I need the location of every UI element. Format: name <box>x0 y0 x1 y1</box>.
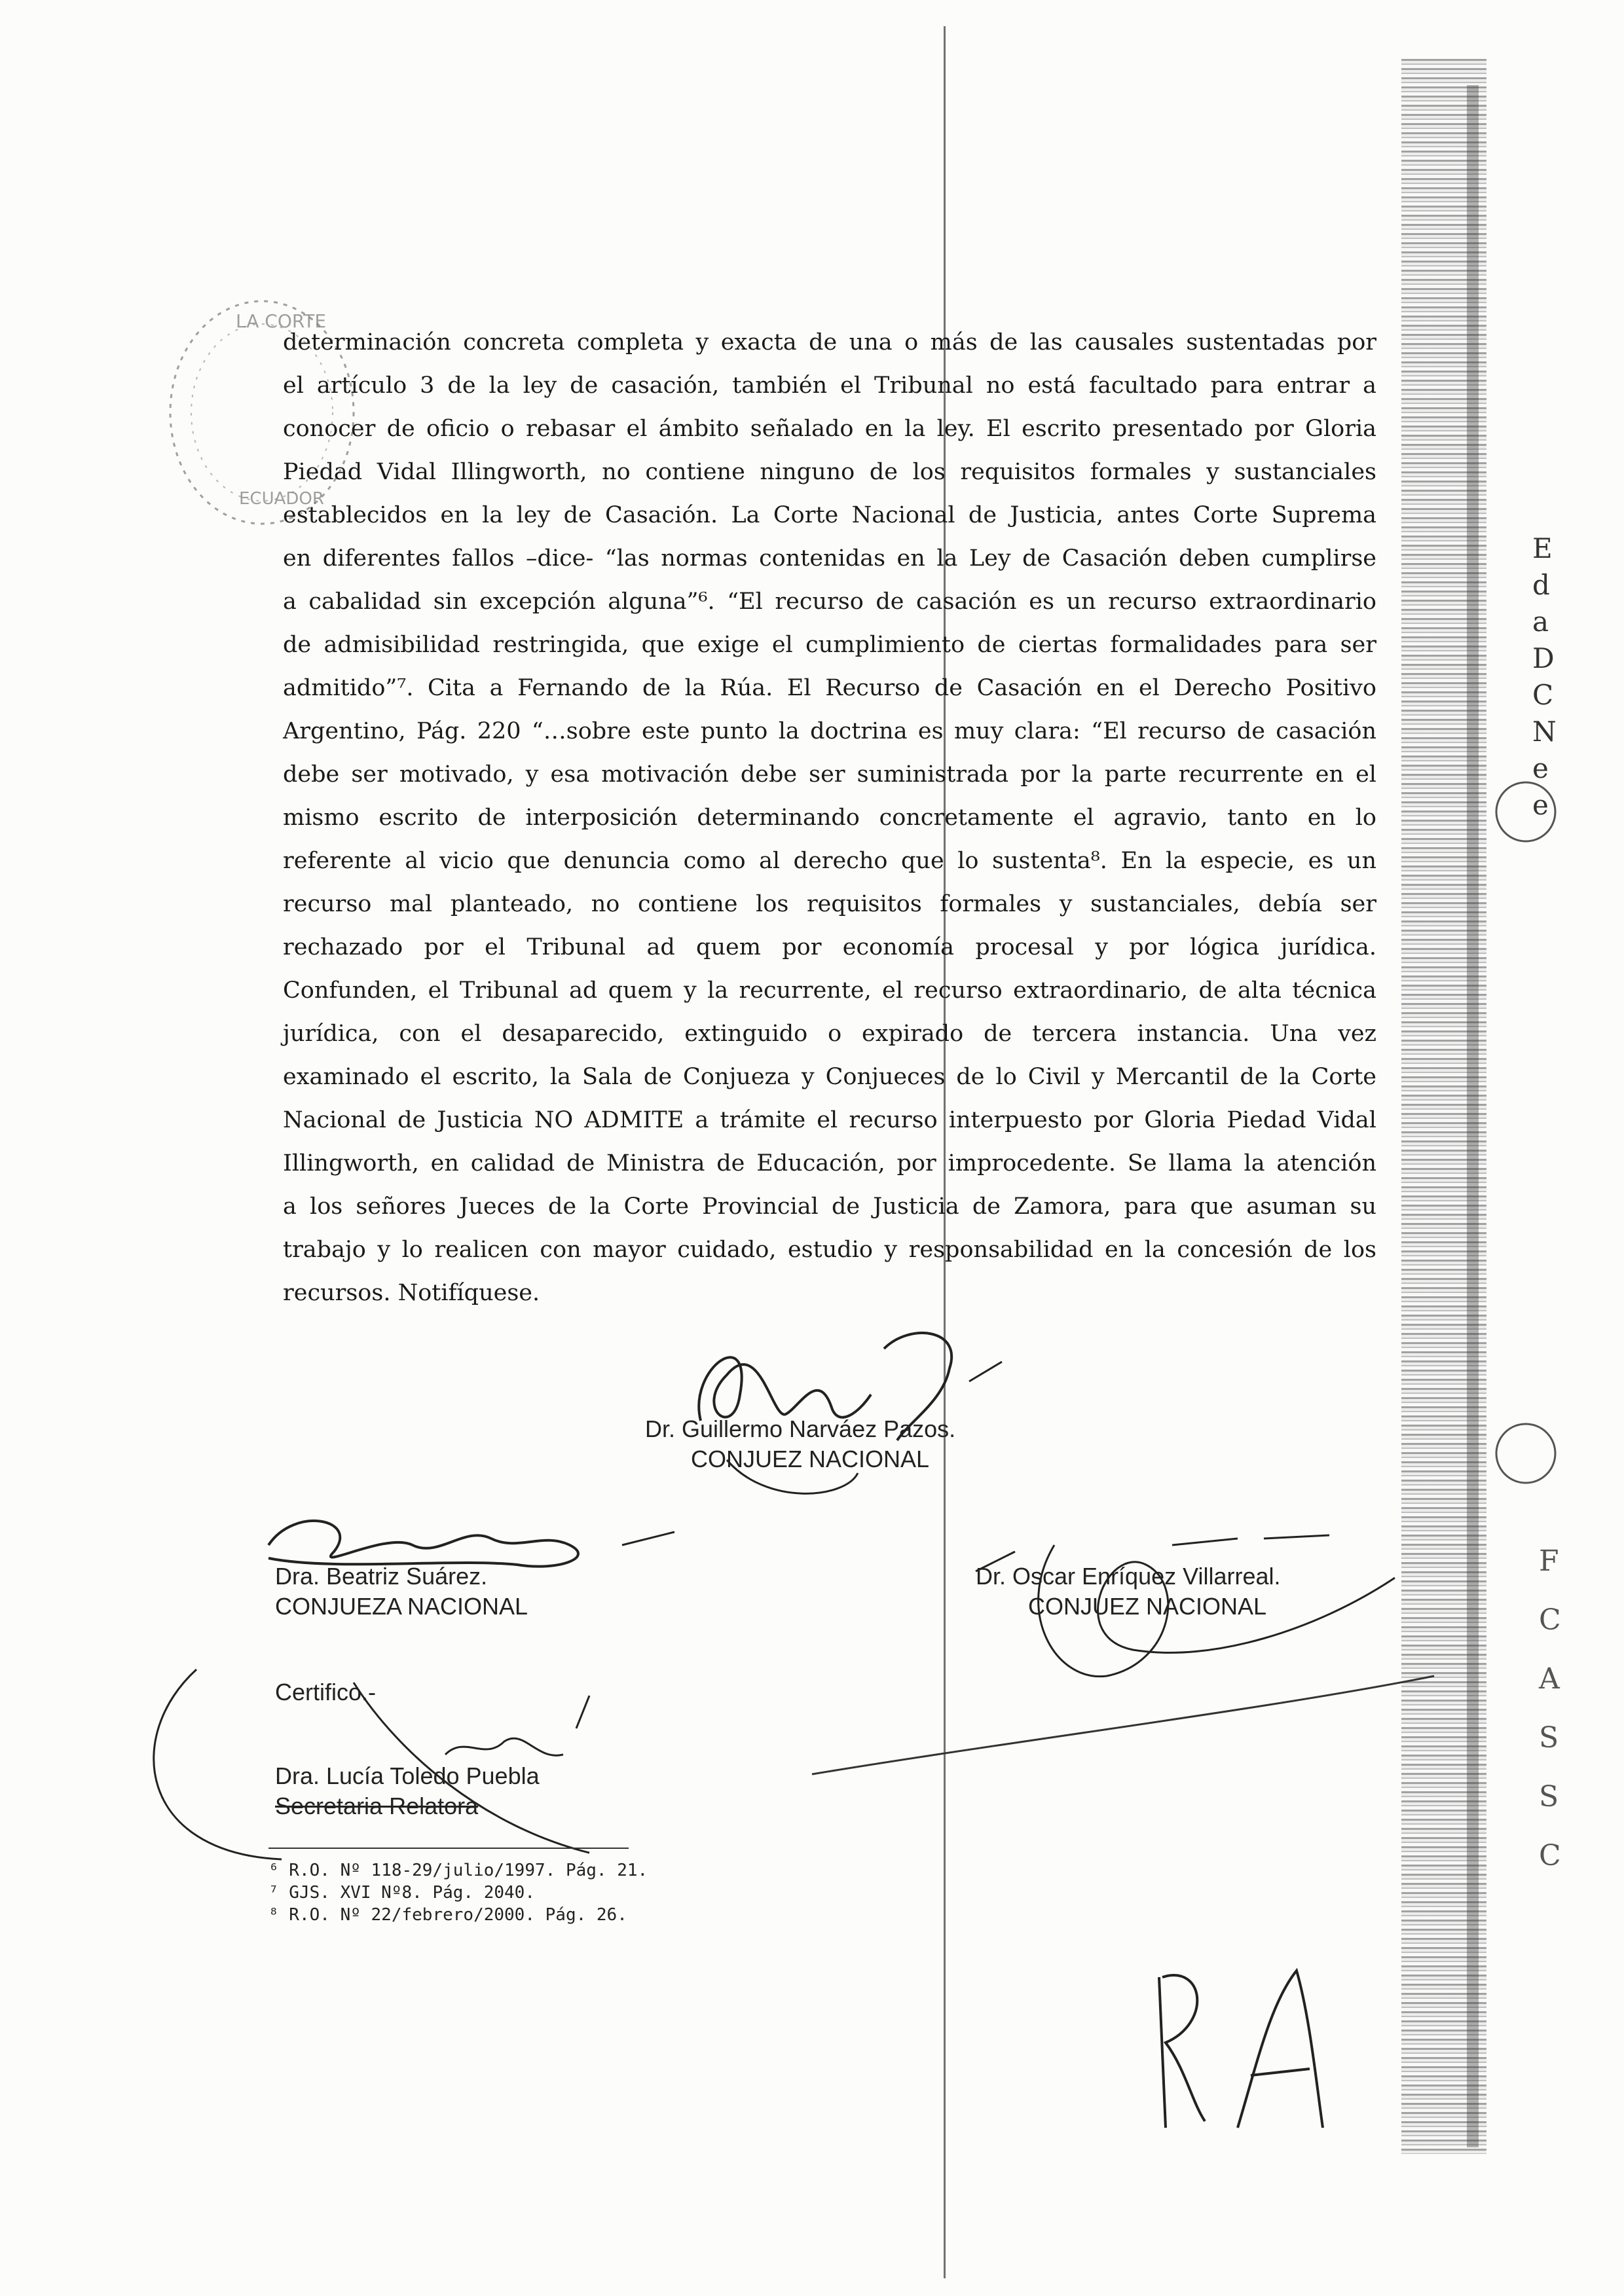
text-line: rechazado por el Tribunal ad quem por economía procesal y por lógica jurídica. <box>283 934 1376 960</box>
handwritten-initials <box>1146 1951 1342 2147</box>
footnote: ⁶ R.O. Nº 118-29/julio/1997. Pág. 21. <box>268 1861 648 1880</box>
text-line: establecidos en la ley de Casación. La Corte Nacional de Justicia, antes Corte Suprema <box>283 502 1376 528</box>
text-line: recurso mal planteado, no contiene los requisitos formales y sustanciales, debía ser <box>283 891 1376 917</box>
text-line: de admisibilidad restringida, que exige el cumplimiento de ciertas formalidades para ser <box>283 632 1376 658</box>
certification-label: Certifico.- <box>275 1679 377 1705</box>
edge-letter: e <box>1532 752 1549 784</box>
resolution-text <box>283 321 1376 1315</box>
signatory-name: Dra. Beatriz Suárez. <box>275 1563 488 1590</box>
edge-letter: S <box>1539 1721 1559 1755</box>
edge-letter: C <box>1532 679 1554 711</box>
signatory-toledo <box>275 1761 540 1821</box>
text-line: el artículo 3 de la ley de casación, también el Tribunal no está facultado para entrar a <box>283 373 1376 399</box>
signatory-name: Dr. Guillermo Narváez Pazos. <box>645 1415 956 1442</box>
text-line: admitido”⁷. Cita a Fernando de la Rúa. El Recurso de Casación en el Derecho Positivo <box>283 675 1376 701</box>
signatory-narvaez <box>645 1414 955 1474</box>
edge-letter: F <box>1539 1544 1559 1578</box>
text-line: jurídica, con el desaparecido, extinguido o expirado de tercera instancia. Una vez <box>283 1021 1376 1047</box>
text-line: referente al vicio que denuncia como al derecho que lo sustenta⁸. En la especie, es un <box>283 848 1376 874</box>
text-line: determinación concreta completa y exacta de una o más de las causales sustentadas por <box>283 329 1376 355</box>
signatory-title: CONJUEZA NACIONAL <box>275 1593 528 1620</box>
signatory-name: Dra. Lucía Toledo Puebla <box>275 1762 540 1789</box>
footnotes <box>268 1859 648 1926</box>
text-line: a cabalidad sin excepción alguna”⁶. “El recurso de casación es un recurso extraordinario <box>283 589 1376 615</box>
text-line: conocer de oficio o rebasar el ámbito señalado en la ley. El escrito presentado por Gloria <box>283 416 1376 442</box>
text-line: recursos. Notifíquese. <box>283 1280 540 1306</box>
pen-stroke <box>812 1597 1467 1794</box>
edge-letter: A <box>1539 1662 1560 1696</box>
edge-letter: e <box>1532 789 1549 821</box>
signatory-title: CONJUEZ NACIONAL <box>1028 1593 1267 1620</box>
text-line: debe ser motivado, y esa motivación debe ser suministrada por la parte recurrente en el <box>283 761 1376 788</box>
edge-letter: E <box>1532 532 1553 564</box>
edge-letter: d <box>1532 569 1550 601</box>
signatory-name: Dr. Oscar Enríquez Villarreal. <box>976 1563 1281 1590</box>
edge-letter: C <box>1539 1603 1561 1637</box>
signatory-suarez <box>275 1561 528 1622</box>
text-line: mismo escrito de interposición determinando concretamente el agravio, tanto en lo <box>283 805 1376 831</box>
text-line: trabajo y lo realicen con mayor cuidado, estudio y responsabilidad en la concesión de los <box>283 1237 1376 1263</box>
signatory-title: Secretaria Relatora <box>275 1793 479 1819</box>
punch-holes <box>1467 773 1572 1558</box>
footnote-divider <box>268 1848 629 1849</box>
edge-letter: C <box>1539 1839 1561 1872</box>
footnote: ⁸ R.O. Nº 22/febrero/2000. Pág. 26. <box>268 1905 627 1925</box>
text-line: Nacional de Justicia NO ADMITE a trámite el recurso interpuesto por Gloria Piedad Vidal <box>283 1107 1376 1133</box>
edge-letter: N <box>1532 716 1557 748</box>
edge-letter: S <box>1539 1780 1559 1813</box>
text-line: Piedad Vidal Illingworth, no contiene ninguno de los requisitos formales y sustanciales <box>283 459 1376 485</box>
text-line: Illingworth, en calidad de Ministra de Educación, por improcedente. Se llama la atención <box>283 1150 1376 1176</box>
text-line: Argentino, Pág. 220 “…sobre este punto la doctrina es muy clara: “El recurso de casación <box>283 718 1376 744</box>
text-line: Confunden, el Tribunal ad quem y la recurrente, el recurso extraordinario, de alta técnica <box>283 977 1376 1004</box>
edge-letter: a <box>1532 606 1549 638</box>
text-line: a los señores Jueces de la Corte Provincial de Justicia de Zamora, para que asuman su <box>283 1194 1376 1220</box>
text-line: en diferentes fallos –dice- “las normas contenidas en la Ley de Casación deben cumplirse <box>283 545 1376 572</box>
edge-letter: D <box>1532 642 1555 674</box>
text-line: examinado el escrito, la Sala de Conjueza y Conjueces de lo Civil y Mercantil de la Corte <box>283 1064 1376 1090</box>
svg-text:LA CORTE: LA CORTE <box>236 310 327 332</box>
footnote: ⁷ GJS. XVI Nº8. Pág. 2040. <box>268 1883 535 1903</box>
signatory-title: CONJUEZ NACIONAL <box>691 1446 930 1472</box>
svg-text:ECUADOR: ECUADOR <box>239 489 324 509</box>
adjacent-page-letters-lower <box>1539 1532 1561 1886</box>
